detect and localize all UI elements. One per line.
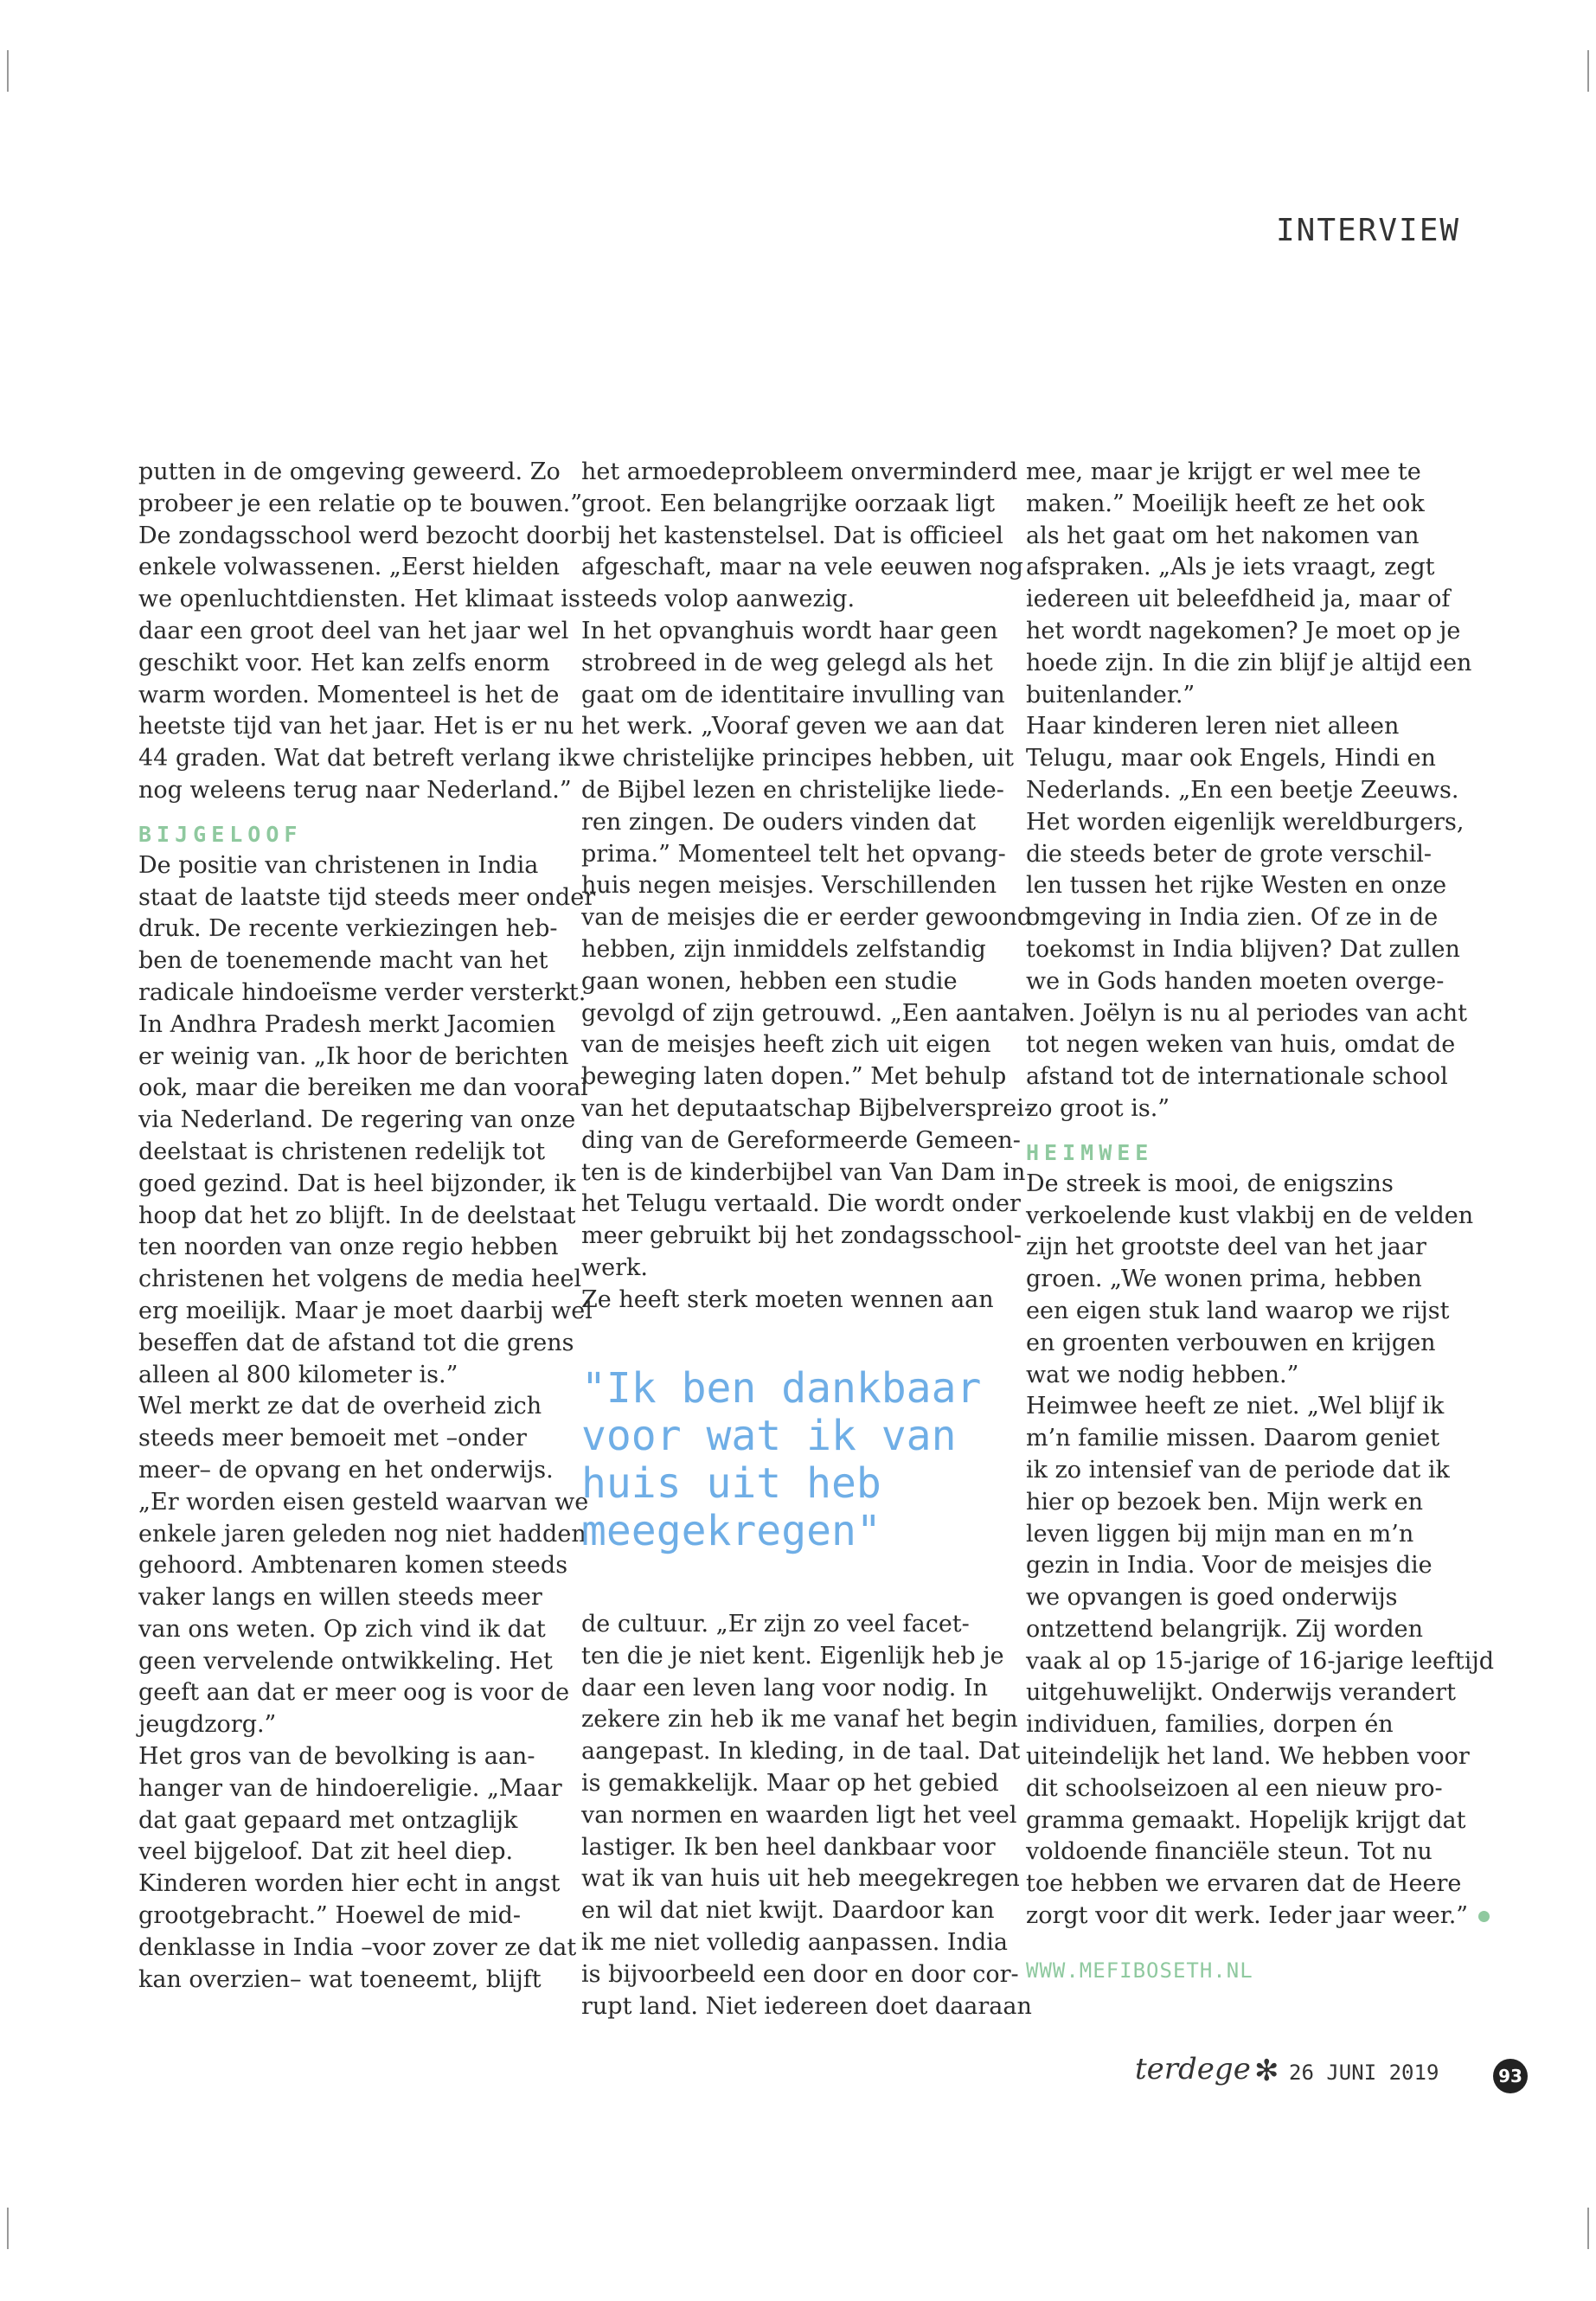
text-line: beseffen dat de afstand tot die grens: [138, 1329, 574, 1356]
text-line: zorgt voor dit werk. Ieder jaar weer.”: [1026, 1900, 1443, 1932]
text-line: ven. Joëlyn is nu al periodes van acht: [1026, 999, 1467, 1027]
text-line: dit schoolseizoen al een nieuw pro-: [1026, 1774, 1443, 1802]
text-line: van ons weten. Op zich vind ik dat: [138, 1615, 546, 1643]
paragraph-final: [1026, 1169, 1495, 1932]
paragraph: [581, 1609, 1032, 2022]
page-number: 93: [1493, 2059, 1528, 2093]
text-line: geeft aan dat er meer oog is voor de: [138, 1679, 570, 1707]
text-line: len tussen het rijke Westen en onze: [1026, 872, 1447, 900]
text-line: afspraken. „Als je iets vraagt, zegt: [1026, 554, 1435, 581]
text-line: hier op bezoek ben. Mijn werk en: [1026, 1488, 1424, 1516]
text-line: voldoende financiële steun. Tot nu: [1026, 1838, 1433, 1866]
text-line: van het deputaatschap Bijbelversprei-: [581, 1094, 1032, 1122]
text-line: ten die je niet kent. Eigenlijk heb je: [581, 1642, 1004, 1670]
text-line: individuen, families, dorpen én: [1026, 1711, 1394, 1739]
text-line: afstand tot de internationale school: [1026, 1063, 1448, 1091]
text-line: toekomst in India blijven? Dat zullen: [1026, 935, 1460, 963]
text-line: ding van de Gereformeerde Gemeen-: [581, 1126, 1021, 1154]
text-line: ik me niet volledig aanpassen. India: [581, 1928, 1009, 1956]
paragraph: [1026, 457, 1472, 1125]
text-line: toe hebben we ervaren dat de Heere: [1026, 1870, 1462, 1898]
crop-mark-bottom-right: [1587, 2208, 1589, 2249]
end-dot-icon: [1478, 1911, 1490, 1922]
text-line: iedereen uit beleefdheid ja, maar of: [1026, 586, 1451, 613]
crop-mark-bottom-left: [7, 2208, 9, 2249]
text-line: hoede zijn. In die zin blijf je altijd een: [1026, 649, 1472, 676]
text-line: gaan wonen, hebben een studie: [581, 967, 958, 995]
text-line: Ze heeft sterk moeten wennen aan: [581, 1285, 994, 1313]
text-line: werk.: [581, 1253, 648, 1281]
text-line: van de meisjes die er eerder gewoond: [581, 904, 1033, 932]
website-link[interactable]: WWW.MEFIBOSETH.NL: [1026, 1958, 1253, 1983]
column-3: [1026, 457, 1495, 1987]
text-line: erg moeilijk. Maar je moet daarbij wel: [138, 1297, 593, 1324]
text-line: Nederlands. „En een beetje Zeeuws.: [1026, 776, 1459, 804]
text-line: meer gebruikt bij het zondagsschool-: [581, 1222, 1022, 1250]
text-line: afgeschaft, maar na vele eeuwen nog: [581, 554, 1023, 581]
text-line: Heimwee heeft ze niet. „Wel blijf ik: [1026, 1393, 1445, 1420]
text-line: druk. De recente verkiezingen heb-: [138, 915, 558, 943]
text-line: het werk. „Vooraf geven we aan dat: [581, 713, 1004, 740]
paragraph: [581, 457, 1033, 1317]
text-line: vaker langs en willen steeds meer: [138, 1584, 542, 1612]
text-line: hoop dat het zo blijft. In de deelstaat: [138, 1202, 576, 1229]
text-line: een eigen stuk land waarop we rijst: [1026, 1297, 1450, 1324]
column-2-continued: [581, 1609, 1032, 2022]
text-line: enkele volwassenen. „Eerst hielden: [138, 554, 561, 581]
text-line: uitgehuwelijkt. Onderwijs verandert: [1026, 1679, 1456, 1707]
text-line: vaak al op 15-jarige of 16-jarige leeftijd: [1026, 1647, 1495, 1675]
text-line: Het gros van de bevolking is aan-: [138, 1743, 535, 1771]
section-label: INTERVIEW: [1276, 213, 1461, 248]
text-line: de Bijbel lezen en christelijke liede-: [581, 776, 1004, 804]
text-line: zekere zin heb ik me vanaf het begin: [581, 1706, 1018, 1734]
text-line: steeds volop aanwezig.: [581, 586, 856, 613]
paragraph: [138, 850, 596, 1997]
text-line: leven liggen bij mijn man en m’n: [1026, 1520, 1414, 1548]
text-line: kan overzien– wat toeneemt, blijft: [138, 1965, 542, 1993]
text-line: de cultuur. „Er zijn zo veel facet-: [581, 1611, 970, 1638]
text-line: ren zingen. De ouders vinden dat: [581, 808, 977, 836]
text-line: gaat om de identitaire invulling van: [581, 681, 1005, 708]
text-line: prima.” Momenteel telt het opvang-: [581, 840, 1006, 868]
crop-mark-top-right: [1587, 50, 1589, 92]
text-line: goed gezind. Dat is heel bijzonder, ik: [138, 1170, 576, 1197]
text-line: 44 graden. Wat dat betreft verlang ik: [138, 745, 580, 772]
text-line: veel bijgeloof. Dat zit heel diep.: [138, 1838, 514, 1866]
subhead-bijgeloof: BIJGELOOF: [138, 821, 303, 847]
text-line: lastiger. Ik ben heel dankbaar voor: [581, 1833, 996, 1861]
text-line: alleen al 800 kilometer is.”: [138, 1361, 458, 1388]
text-line: Kinderen worden hier echt in angst: [138, 1870, 561, 1898]
text-line: heetste tijd van het jaar. Het is er nu: [138, 713, 574, 740]
text-line: In Andhra Pradesh merkt Jacomien: [138, 1010, 556, 1038]
text-line: tot negen weken van huis, omdat de: [1026, 1031, 1456, 1059]
text-line: we opvangen is goed onderwijs: [1026, 1584, 1398, 1612]
text-line: bij het kastenstelsel. Dat is officieel: [581, 522, 1003, 549]
text-line: ontzettend belangrijk. Zij worden: [1026, 1615, 1424, 1643]
text-line: als het gaat om het nakomen van: [1026, 522, 1420, 549]
text-line: meegekregen": [581, 1507, 881, 1555]
text-line: beweging laten dopen.” Met behulp: [581, 1063, 1007, 1091]
text-line: Telugu, maar ook Engels, Hindi en: [1026, 745, 1436, 772]
text-line: en groenten verbouwen en krijgen: [1026, 1329, 1436, 1356]
issue-date: 26 JUNI 2019: [1289, 2061, 1439, 2085]
text-line: m’n familie missen. Daarom geniet: [1026, 1425, 1440, 1452]
text-line: warm worden. Momenteel is het de: [138, 681, 560, 708]
text-line: ook, maar die bereiken me dan vooral: [138, 1074, 588, 1102]
text-line: dat gaat gepaard met ontzaglijk: [138, 1806, 518, 1834]
text-line: De streek is mooi, de enigszins: [1026, 1170, 1394, 1197]
text-line: putten in de omgeving geweerd. Zo: [138, 458, 561, 485]
text-line: er weinig van. „Ik hoor de berichten: [138, 1042, 569, 1070]
text-line: zijn het grootste deel van het jaar: [1026, 1234, 1426, 1261]
text-line: geen vervelende ontwikkeling. Het: [138, 1647, 553, 1675]
text-line: gehoord. Ambtenaren komen steeds: [138, 1552, 568, 1580]
text-line: christenen het volgens de media heel: [138, 1266, 582, 1293]
text-line: en wil dat niet kwijt. Daardoor kan: [581, 1897, 995, 1925]
text-line: radicale hindoeïsme verder versterkt.: [138, 978, 586, 1006]
text-line: is bijvoorbeeld een door en door cor-: [581, 1960, 1019, 1988]
text-line: omgeving in India zien. Of ze in de: [1026, 904, 1439, 932]
text-line: uiteindelijk het land. We hebben voor: [1026, 1743, 1470, 1771]
text-line: staat de laatste tijd steeds meer onder: [138, 883, 596, 911]
text-line: Wel merkt ze dat de overheid zich: [138, 1393, 542, 1420]
text-line: we openluchtdiensten. Het klimaat is: [138, 586, 580, 613]
text-line: denklasse in India –voor zover ze dat: [138, 1933, 577, 1961]
text-line: "Ik ben dankbaar: [581, 1364, 982, 1413]
text-line: huis uit heb: [581, 1459, 881, 1508]
text-line: deelstaat is christenen redelijk tot: [138, 1138, 546, 1165]
paragraph: [138, 457, 583, 807]
text-line: maken.” Moeilijk heeft ze het ook: [1026, 490, 1425, 517]
text-line: „Er worden eisen gesteld waarvan we: [138, 1488, 589, 1516]
text-line: probeer je een relatie op te bouwen.”: [138, 490, 583, 517]
text-line: Het worden eigenlijk wereldburgers,: [1026, 808, 1465, 836]
text-line: gramma gemaakt. Hopelijk krijgt dat: [1026, 1806, 1466, 1834]
text-line: die steeds beter de grote verschil-: [1026, 840, 1433, 868]
text-line: Haar kinderen leren niet alleen: [1026, 713, 1400, 740]
text-line: ik zo intensief van de periode dat ik: [1026, 1456, 1450, 1484]
text-line: verkoelende kust vlakbij en de velden: [1026, 1202, 1474, 1229]
text-line: wat we nodig hebben.”: [1026, 1361, 1299, 1388]
text-line: we in Gods handen moeten overge-: [1026, 967, 1445, 995]
text-line: geschikt voor. Het kan zelfs enorm: [138, 649, 550, 676]
text-line: het Telugu vertaald. Die wordt onder: [581, 1190, 1021, 1218]
asterisk-icon: ✻: [1254, 2054, 1279, 2088]
text-line: zo groot is.”: [1026, 1094, 1170, 1122]
text-line: groen. „We wonen prima, hebben: [1026, 1266, 1422, 1293]
column-1: [138, 457, 596, 1996]
text-line: ben de toenemende macht van het: [138, 947, 548, 975]
text-line: De zondagsschool werd bezocht door: [138, 522, 580, 549]
text-line: daar een leven lang voor nodig. In: [581, 1674, 989, 1702]
text-line: wat ik van huis uit heb meegekregen: [581, 1865, 1020, 1893]
text-line: In het opvanghuis wordt haar geen: [581, 617, 998, 644]
text-line: via Nederland. De regering van onze: [138, 1106, 576, 1134]
text-line: steeds meer bemoeit met –onder: [138, 1425, 527, 1452]
text-line: hanger van de hindoereligie. „Maar: [138, 1774, 562, 1802]
subhead-heimwee: HEIMWEE: [1026, 1139, 1154, 1165]
text-line: rupt land. Niet iedereen doet daaraan: [581, 1992, 1032, 2020]
text-line: strobreed in de weg gelegd als het: [581, 649, 993, 676]
text-line: gezin in India. Voor de meisjes die: [1026, 1552, 1433, 1580]
text-line: buitenlander.”: [1026, 681, 1195, 708]
magazine-brand: terdege: [1135, 2052, 1251, 2086]
text-line: voor wat ik van: [581, 1412, 957, 1460]
text-line: daar een groot deel van het jaar wel: [138, 617, 569, 644]
text-line: meer– de opvang en het onderwijs.: [138, 1456, 554, 1484]
text-line: jeugdzorg.”: [138, 1711, 277, 1739]
crop-mark-top-left: [7, 50, 9, 92]
text-line: van de meisjes heeft zich uit eigen: [581, 1031, 991, 1059]
text-line: enkele jaren geleden nog niet hadden: [138, 1520, 586, 1548]
pull-quote: [581, 1365, 1014, 1555]
text-line: groot. Een belangrijke oorzaak ligt: [581, 490, 996, 517]
text-line: is gemakkelijk. Maar op het gebied: [581, 1769, 999, 1797]
text-line: hebben, zijn inmiddels zelfstandig: [581, 935, 986, 963]
text-line: aangepast. In kleding, in de taal. Dat: [581, 1738, 1021, 1766]
text-line: we christelijke principes hebben, uit: [581, 745, 1014, 772]
column-2: [581, 457, 1033, 1317]
text-line: grootgebracht.” Hoewel de mid-: [138, 1902, 522, 1930]
text-line: gevolgd of zijn getrouwd. „Een aantal: [581, 999, 1029, 1027]
text-line: het armoedeprobleem onverminderd: [581, 458, 1018, 485]
text-line: van normen en waarden ligt het veel: [581, 1801, 1017, 1829]
text-line: nog weleens terug naar Nederland.”: [138, 776, 572, 804]
text-line: ten is de kinderbijbel van Van Dam in: [581, 1158, 1026, 1186]
text-line: De positie van christenen in India: [138, 851, 539, 879]
text-line: het wordt nagekomen? Je moet op je: [1026, 617, 1461, 644]
text-line: ten noorden van onze regio hebben: [138, 1234, 559, 1261]
text-line: huis negen meisjes. Verschillenden: [581, 872, 997, 900]
text-line: mee, maar je krijgt er wel mee te: [1026, 458, 1421, 485]
